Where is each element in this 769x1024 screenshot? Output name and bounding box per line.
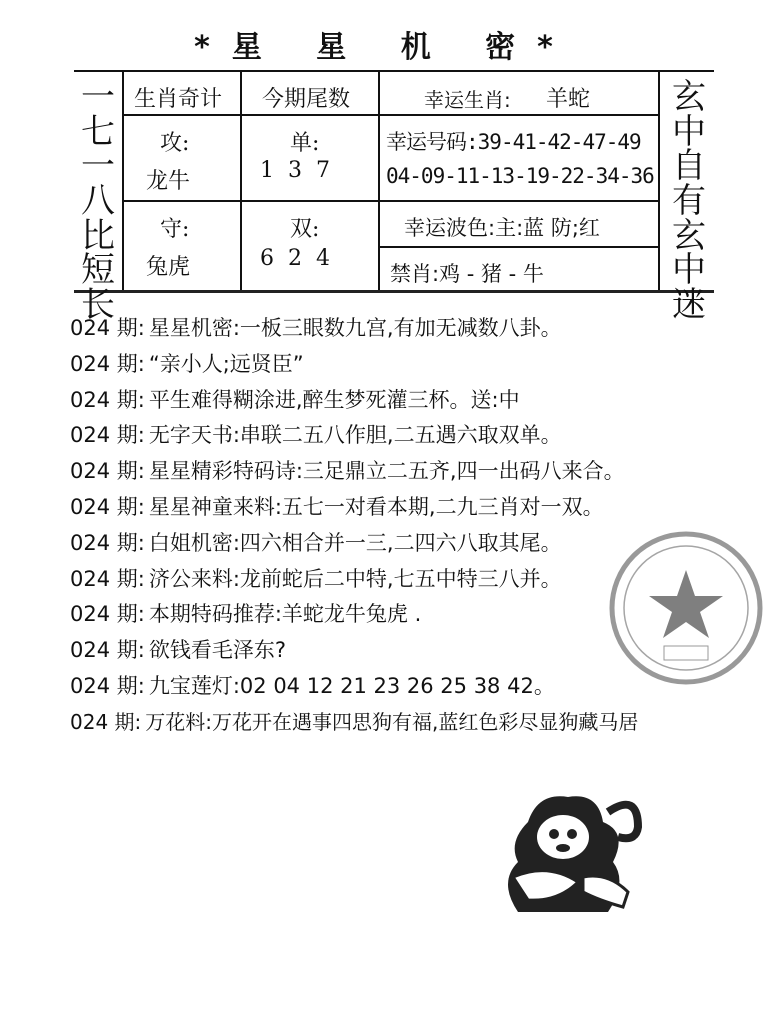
- list-item: 024 期: 平生难得糊涂进,醉生梦死灌三杯。送:中: [70, 387, 520, 412]
- divider: [122, 114, 658, 116]
- divider: [658, 72, 660, 290]
- list-item: 024 期: 济公来料:龙前蛇后二中特,七五中特三八并。: [70, 566, 562, 591]
- lucky-numbers-label: 幸运号码:: [386, 130, 478, 154]
- divider: [122, 200, 380, 202]
- banned-zodiac: 禁肖:鸡 - 猪 - 牛: [390, 262, 544, 286]
- monkey-illustration: [488, 782, 648, 922]
- right-vertical-text: 玄 中 自 有 玄 中 迷: [672, 77, 706, 326]
- info-box: [74, 70, 714, 326]
- list-item: 024 期: 本期特码推荐:羊蛇龙牛兔虎 .: [70, 602, 422, 627]
- lucky-zodiac-label: 幸运生肖:: [424, 88, 511, 112]
- even-label: 双:: [290, 217, 320, 242]
- lucky-numbers-line-1: [386, 126, 641, 156]
- even-numbers: 6 2 4: [260, 246, 330, 271]
- divider: [240, 72, 242, 290]
- lucky-numbers-values: 39-41-42-47-49: [477, 130, 641, 154]
- list-item: 024 期: 星星精彩特码诗:三足鼎立二五齐,四一出码八来合。: [70, 459, 625, 484]
- stamp-seal: [606, 528, 766, 688]
- list-item: 024 期: 欲钱看毛泽东?: [70, 638, 286, 663]
- odd-numbers: 1 3 7: [260, 158, 330, 183]
- list-item: 024 期: 无字天书:串联二五八作胆,二五遇六取双单。: [70, 423, 562, 448]
- star-icon: [649, 570, 723, 638]
- col-tail-header: 今期尾数: [262, 87, 351, 112]
- attack-value: 龙牛: [146, 169, 191, 194]
- lucky-wave-color: 幸运波色:主:蓝 防;红: [404, 216, 600, 240]
- odd-label: 单:: [290, 131, 320, 156]
- attack-label: 攻:: [160, 131, 190, 156]
- defend-value: 兔虎: [146, 255, 191, 280]
- col-zodiac-header: 生肖奇计: [134, 87, 223, 112]
- lucky-zodiac-value: 羊蛇: [546, 87, 591, 112]
- left-vertical-text: 一 七 一 八 比 短 长: [81, 77, 115, 326]
- list-item: 024 期: 九宝莲灯:02 04 12 21 23 26 25 38 42。: [70, 673, 555, 698]
- divider: [122, 72, 124, 290]
- list-item: 024 期: 星星机密:一板三眼数九宫,有加无减数八卦。: [70, 316, 562, 340]
- list-item: 024 期: 星星神童来料:五七一对看本期,二九三肖对一双。: [70, 494, 604, 519]
- list-item: 024 期: “亲小人;远贤臣”: [70, 351, 304, 376]
- list-item: 024 期: 白姐机密:四六相合并一三,二四六八取其尾。: [70, 530, 562, 555]
- list-item: 024 期: 万花料:万花开在遇事四思狗有福,蓝红色彩尽显狗藏马居: [70, 709, 639, 734]
- divider: [378, 246, 658, 248]
- defend-label: 守:: [160, 217, 190, 242]
- divider: [378, 200, 658, 202]
- lucky-numbers-line-2: 04-09-11-13-19-22-34-36: [386, 164, 654, 188]
- divider: [378, 72, 380, 290]
- page-title: *星 星 机 密*: [194, 30, 575, 65]
